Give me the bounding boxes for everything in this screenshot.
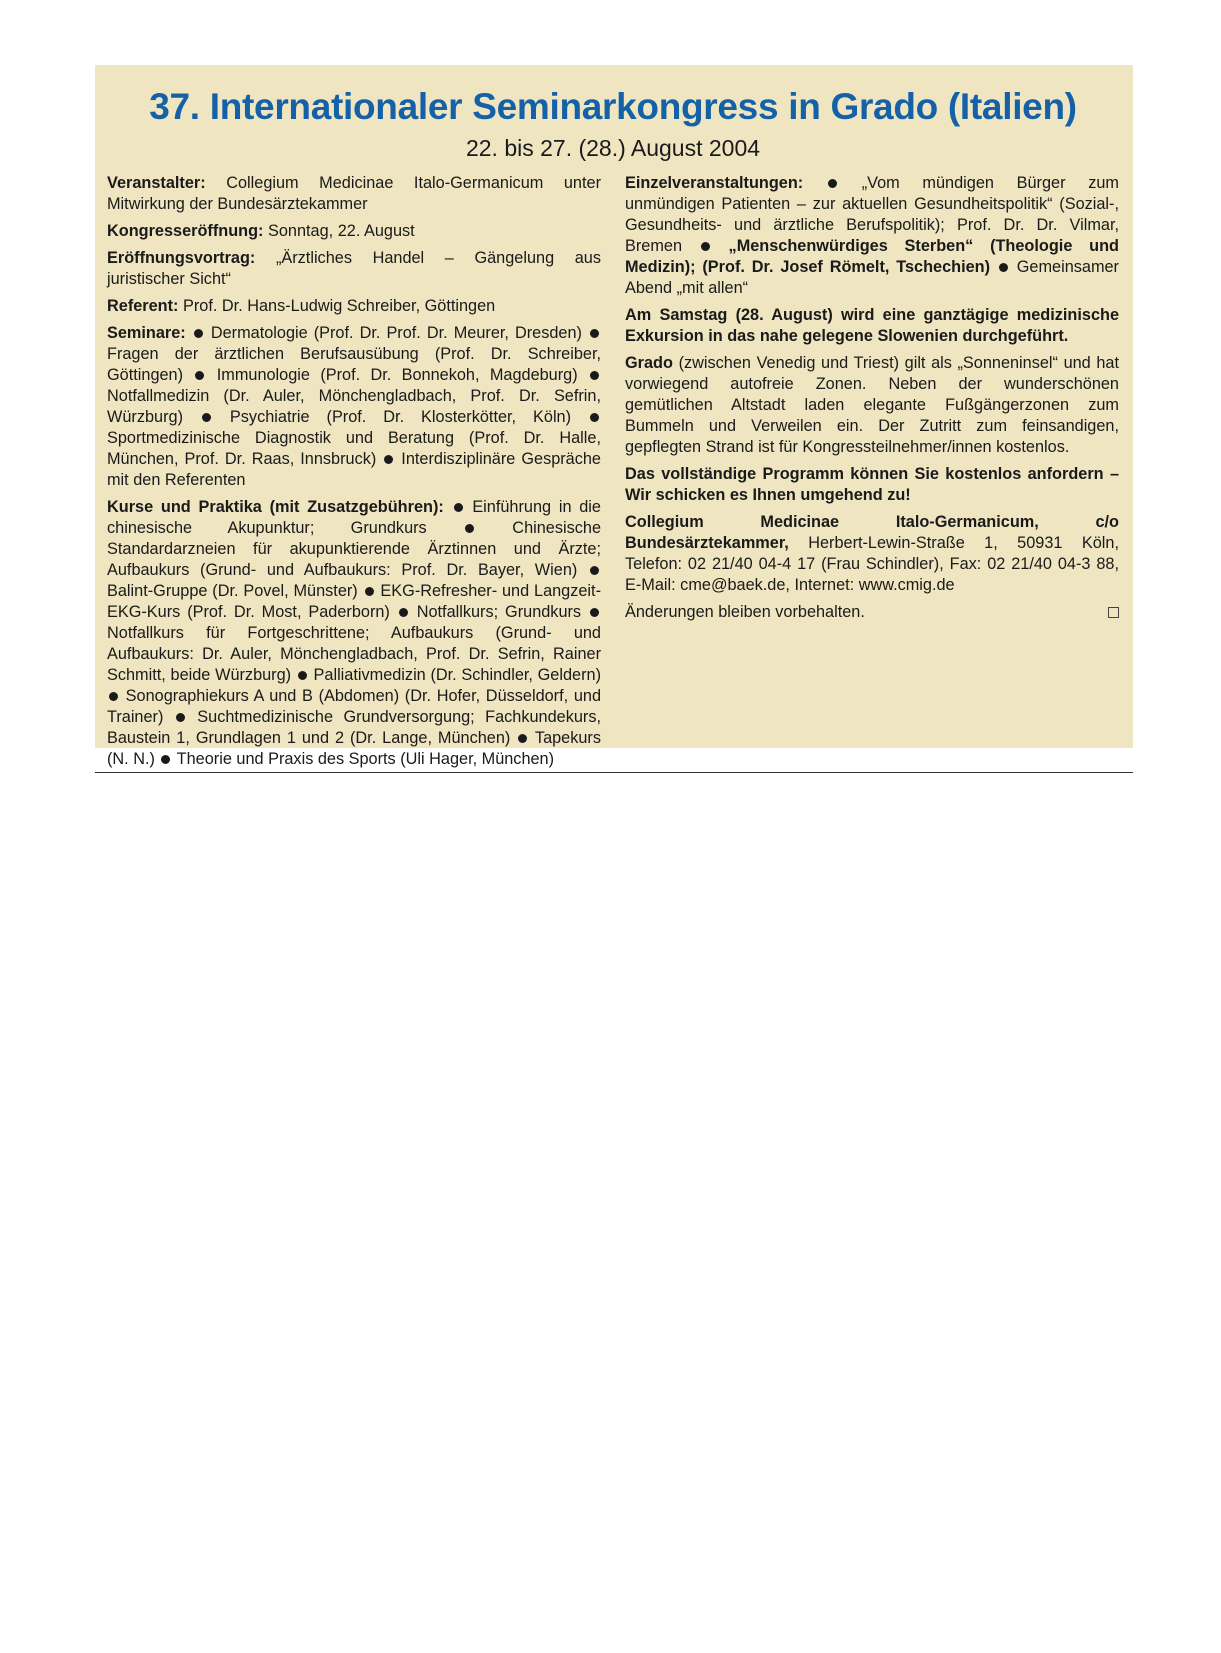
eroeffnung-label: Kongresseröffnung:	[107, 222, 264, 240]
einzel-item: Gemeinsamer Abend „mit allen“	[625, 258, 1119, 297]
bullet-icon	[590, 371, 599, 380]
page-title: 37. Internationaler Seminarkongress in Grado (Italien)	[149, 86, 1077, 127]
kurs-item: Chinesische Standardarzneien für akupunktierende Ärztinnen und Ärzte; Aufbaukurs (Grund- und Aufbaukurs: Prof. Dr. Bayer, Wien)	[107, 519, 601, 579]
einzel-label: Einzelveranstaltungen:	[625, 174, 804, 192]
aenderungen-paragraph	[625, 602, 1119, 623]
bullet-icon	[590, 413, 599, 422]
kurs-item: EKG-Refresher- und Langzeit-EKG-Kurs (Prof. Dr. Most, Paderborn)	[107, 582, 601, 621]
seminar-item: Interdisziplinäre Gespräche mit den Referenten	[107, 450, 601, 489]
two-column-body	[107, 173, 1119, 776]
seminar-item: Fragen der ärztlichen Berufsausübung (Prof. Dr. Schreiber, Göttingen)	[107, 345, 601, 384]
bullet-icon	[465, 524, 474, 533]
bullet-icon	[298, 671, 307, 680]
grado-label: Grado	[625, 354, 673, 372]
seminare-paragraph	[107, 323, 601, 491]
samstag-paragraph	[625, 305, 1119, 347]
kontakt-label: Collegium Medicinae Italo-Germanicum, c/o Bundesärztekammer,	[625, 513, 1119, 552]
veranstalter-paragraph	[107, 173, 601, 215]
bullet-icon	[590, 329, 599, 338]
grado-paragraph	[625, 353, 1119, 458]
kurs-item: Tapekurs (N. N.)	[107, 729, 601, 768]
seminar-item: Psychiatrie (Prof. Dr. Klosterkötter, Köln)	[212, 408, 588, 426]
bullet-icon	[195, 371, 204, 380]
einzel-item: „Menschenwürdiges Sterben“ (Theologie und Medizin); (Prof. Dr. Josef Römelt, Tschechien)	[625, 237, 1119, 276]
kurse-paragraph	[107, 497, 601, 770]
aenderungen-text: Änderungen bleiben vorbehalten.	[625, 603, 865, 621]
seminar-item: Sportmedizinische Diagnostik und Beratung (Prof. Dr. Halle, München, Prof. Dr. Raas, Innsbruck)	[107, 429, 601, 468]
bullet-icon	[194, 329, 203, 338]
bullet-icon	[999, 263, 1008, 272]
programm-text: Das vollständige Programm können Sie kostenlos anfordern – Wir schicken es Ihnen umgehend zu!	[625, 465, 1119, 504]
kurs-item: Notfallkurs für Fortgeschrittene; Aufbaukurs (Grund- und Aufbaukurs: Dr. Auler, Mönchengladbach, Prof. Dr. Sefrin, Rainer Schmitt, beide Würzburg)	[107, 624, 601, 684]
bullet-icon	[399, 608, 408, 617]
bullet-icon	[161, 755, 170, 764]
vortrag-text: „Ärztliches Handel – Gängelung aus juristischer Sicht“	[107, 249, 601, 288]
bullet-icon	[384, 455, 393, 464]
kurs-item: Einführung in die chinesische Akupunktur; Grundkurs	[107, 498, 601, 537]
referent-label: Referent:	[107, 297, 179, 315]
veranstalter-label: Veranstalter:	[107, 174, 206, 192]
right-column	[625, 173, 1119, 776]
bullet-icon	[109, 692, 118, 701]
kurs-item: Sonographiekurs A und B (Abdomen) (Dr. Hofer, Düsseldorf, und Trainer)	[107, 687, 601, 726]
bullet-icon	[828, 179, 837, 188]
kurs-item: Palliativmedizin (Dr. Schindler, Geldern)	[308, 666, 601, 684]
veranstalter-text: Collegium Medicinae Italo-Germanicum unter Mitwirkung der Bundesärztekammer	[107, 174, 601, 213]
samstag-text: Am Samstag (28. August) wird eine ganztägige medizinische Exkursion in das nahe gelegene Slowenien durchgeführt.	[625, 306, 1119, 345]
kurs-item: Theorie und Praxis des Sports (Uli Hager, München)	[172, 750, 555, 768]
left-column	[107, 173, 601, 776]
eroeffnung-paragraph	[107, 221, 601, 242]
kurs-item: Notfallkurs; Grundkurs	[409, 603, 588, 621]
kurse-label: Kurse und Praktika (mit Zusatzgebühren):	[107, 498, 444, 516]
seminar-announcement-box	[95, 65, 1133, 768]
bullet-icon	[518, 734, 527, 743]
bullet-icon	[590, 566, 599, 575]
end-square-icon	[1108, 607, 1119, 618]
bullet-icon	[202, 413, 211, 422]
bullet-icon	[590, 608, 599, 617]
divider-line	[95, 772, 1133, 773]
vortrag-paragraph	[107, 248, 601, 290]
seminar-item: Dermatologie (Prof. Dr. Prof. Dr. Meurer, Dresden)	[204, 324, 588, 342]
bullet-icon	[701, 242, 710, 251]
vortrag-label: Eröffnungsvortrag:	[107, 249, 256, 267]
kontakt-text: Herbert-Lewin-Straße 1, 50931 Köln, Telefon: 02 21/40 04-4 17 (Frau Schindler), Fax: 02 21/40 04-3 88, E-Mail: cme@baek.de, Internet: www.cmig.de	[625, 534, 1119, 594]
referent-text: Prof. Dr. Hans-Ludwig Schreiber, Göttingen	[178, 297, 496, 315]
eroeffnung-text: Sonntag, 22. August	[263, 222, 415, 240]
grado-text: (zwischen Venedig und Triest) gilt als „Sonneninsel“ und hat vorwiegend autofreie Zonen. Neben der wunderschönen gemütlichen Altstadt laden elegante Fußgängerzonen zum Bummeln und Verweilen ein. Der Zutritt zum feinsandigen, gepflegten Strand ist für Kongressteilnehmer/innen kostenlos.	[625, 354, 1119, 456]
seminar-item: Immunologie (Prof. Dr. Bonnekoh, Magdeburg)	[206, 366, 588, 384]
date-subtitle: 22. bis 27. (28.) August 2004	[465, 135, 761, 161]
seminare-label: Seminare:	[107, 324, 186, 342]
bullet-icon	[176, 713, 185, 722]
kontakt-paragraph	[625, 512, 1119, 596]
einzel-item: „Vom mündigen Bürger zum unmündigen Patienten – zur aktuellen Gesundheitspolitik“ (Sozial-, Gesundheits- und ärztliche Berufspolitik); Prof. Dr. Dr. Vilmar, Bremen	[625, 174, 1119, 255]
kurs-item: Balint-Gruppe (Dr. Povel, Münster)	[107, 582, 363, 600]
bullet-icon	[454, 503, 463, 512]
einzel-paragraph	[625, 173, 1119, 299]
bullet-icon	[365, 587, 374, 596]
programm-paragraph	[625, 464, 1119, 506]
kurs-item: Suchtmedizinische Grundversorgung; Fachkundekurs, Baustein 1, Grundlagen 1 und 2 (Dr. Lange, München)	[107, 708, 601, 747]
seminar-item: Notfallmedizin (Dr. Auler, Mönchengladbach, Prof. Dr. Sefrin, Würzburg)	[107, 387, 601, 426]
referent-paragraph	[107, 296, 601, 317]
